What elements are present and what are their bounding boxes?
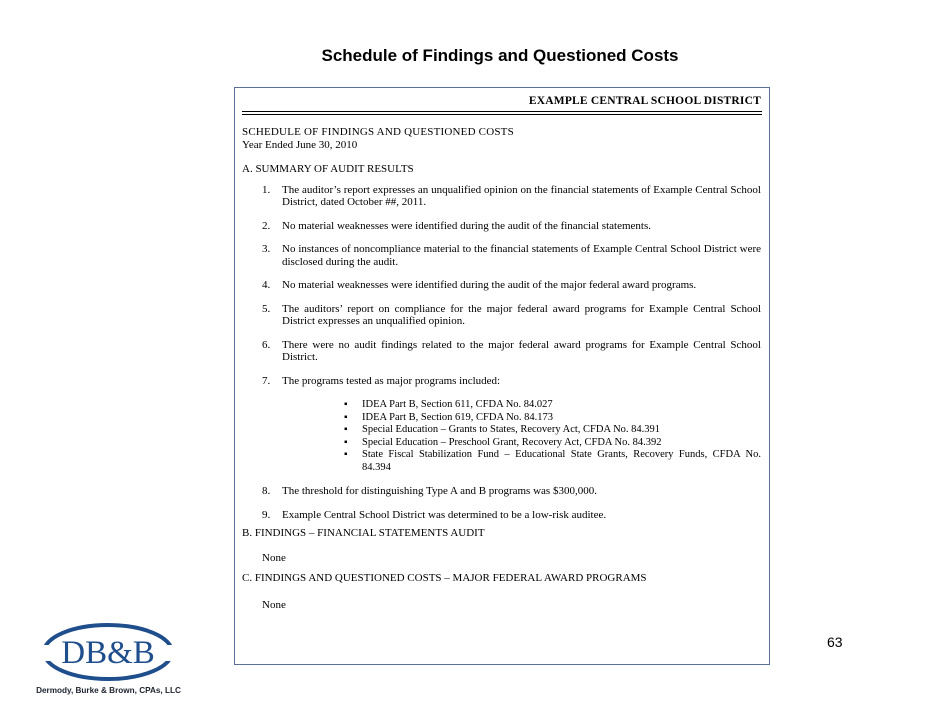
list-item: 5. The auditors’ report on compliance for the major federal award programs for Example Central School District expresses an unqualified opinion. <box>262 302 761 327</box>
program-item: ▪ IDEA Part B, Section 619, CFDA No. 84.173 <box>282 412 761 425</box>
page-number: 63 <box>827 634 843 650</box>
header-rule <box>242 111 762 112</box>
firm-logo <box>11 619 206 709</box>
section-c-heading: C. FINDINGS AND QUESTIONED COSTS – MAJOR FEDERAL AWARD PROGRAMS <box>242 572 647 584</box>
major-programs-list <box>282 399 761 474</box>
list-item: 7. The programs tested as major programs included: ▪ IDEA Part B, Section 611, CFDA No. 84.027 ▪ IDEA Part B, Section 619, CFDA No. 84.173 ▪ Special Education – Grants to States, Recovery Act, CFDA No. 84.391 ▪ Special Education – Preschool Grant, Recovery Act, CFDA No. 84.392 ▪ State Fiscal Stabilization Fund – Educational State Grants, Recovery Funds, CFDA No. 84.394 <box>242 375 761 475</box>
program-item: ▪ Special Education – Preschool Grant, Recovery Act, CFDA No. 84.392 <box>282 437 761 450</box>
section-c <box>242 572 761 611</box>
list-item: 9. Example Central School District was determined to be a low-risk auditee. <box>262 508 607 521</box>
program-item: ▪ State Fiscal Stabilization Fund – Educational State Grants, Recovery Funds, CFDA No. 84.394 <box>282 449 761 474</box>
list-item: 3. No instances of noncompliance material to the financial statements of Example Central School District were disclosed during the audit. <box>262 243 761 268</box>
section-b <box>242 527 761 564</box>
section-b-heading: B. FINDINGS – FINANCIAL STATEMENTS AUDIT <box>242 527 485 539</box>
section-a <box>242 163 761 521</box>
list-item: 8. The threshold for distinguishing Type A and B programs was $300,000. <box>262 485 597 497</box>
list-item: 4. No material weaknesses were identified during the audit of the major federal award programs. <box>262 279 697 291</box>
document-image <box>234 87 770 665</box>
firm-name: Dermody, Burke & Brown, CPAs, LLC <box>36 686 181 695</box>
section-a-heading: A. SUMMARY OF AUDIT RESULTS <box>242 163 414 175</box>
logo-mark-text: DB&B <box>61 635 155 671</box>
audit-results-list <box>242 184 761 522</box>
schedule-period: Year Ended June 30, 2010 <box>242 138 358 151</box>
program-item: ▪ Special Education – Grants to States, Recovery Act, CFDA No. 84.391 <box>282 424 761 437</box>
header-rule-thin <box>242 114 762 115</box>
document-header: EXAMPLE CENTRAL SCHOOL DISTRICT <box>528 95 761 107</box>
section-b-body: None <box>262 551 286 564</box>
program-item: ▪ IDEA Part B, Section 611, CFDA No. 84.027 <box>282 399 761 412</box>
slide-title: Schedule of Findings and Questioned Costs <box>321 46 679 65</box>
schedule-title: SCHEDULE OF FINDINGS AND QUESTIONED COSTS <box>242 126 514 138</box>
list-item: 1. The auditor’s report expresses an unqualified opinion on the financial statements of Example Central School District, dated October ##, 2011. <box>262 183 761 208</box>
list-item: 6. There were no audit findings related to the major federal award programs for Example Central School District. <box>262 338 761 363</box>
list-item: 2. No material weaknesses were identified during the audit of the financial statements. <box>262 219 651 232</box>
document-body <box>242 126 761 611</box>
dbb-logo-mark <box>11 619 206 685</box>
section-c-body: None <box>262 598 286 611</box>
